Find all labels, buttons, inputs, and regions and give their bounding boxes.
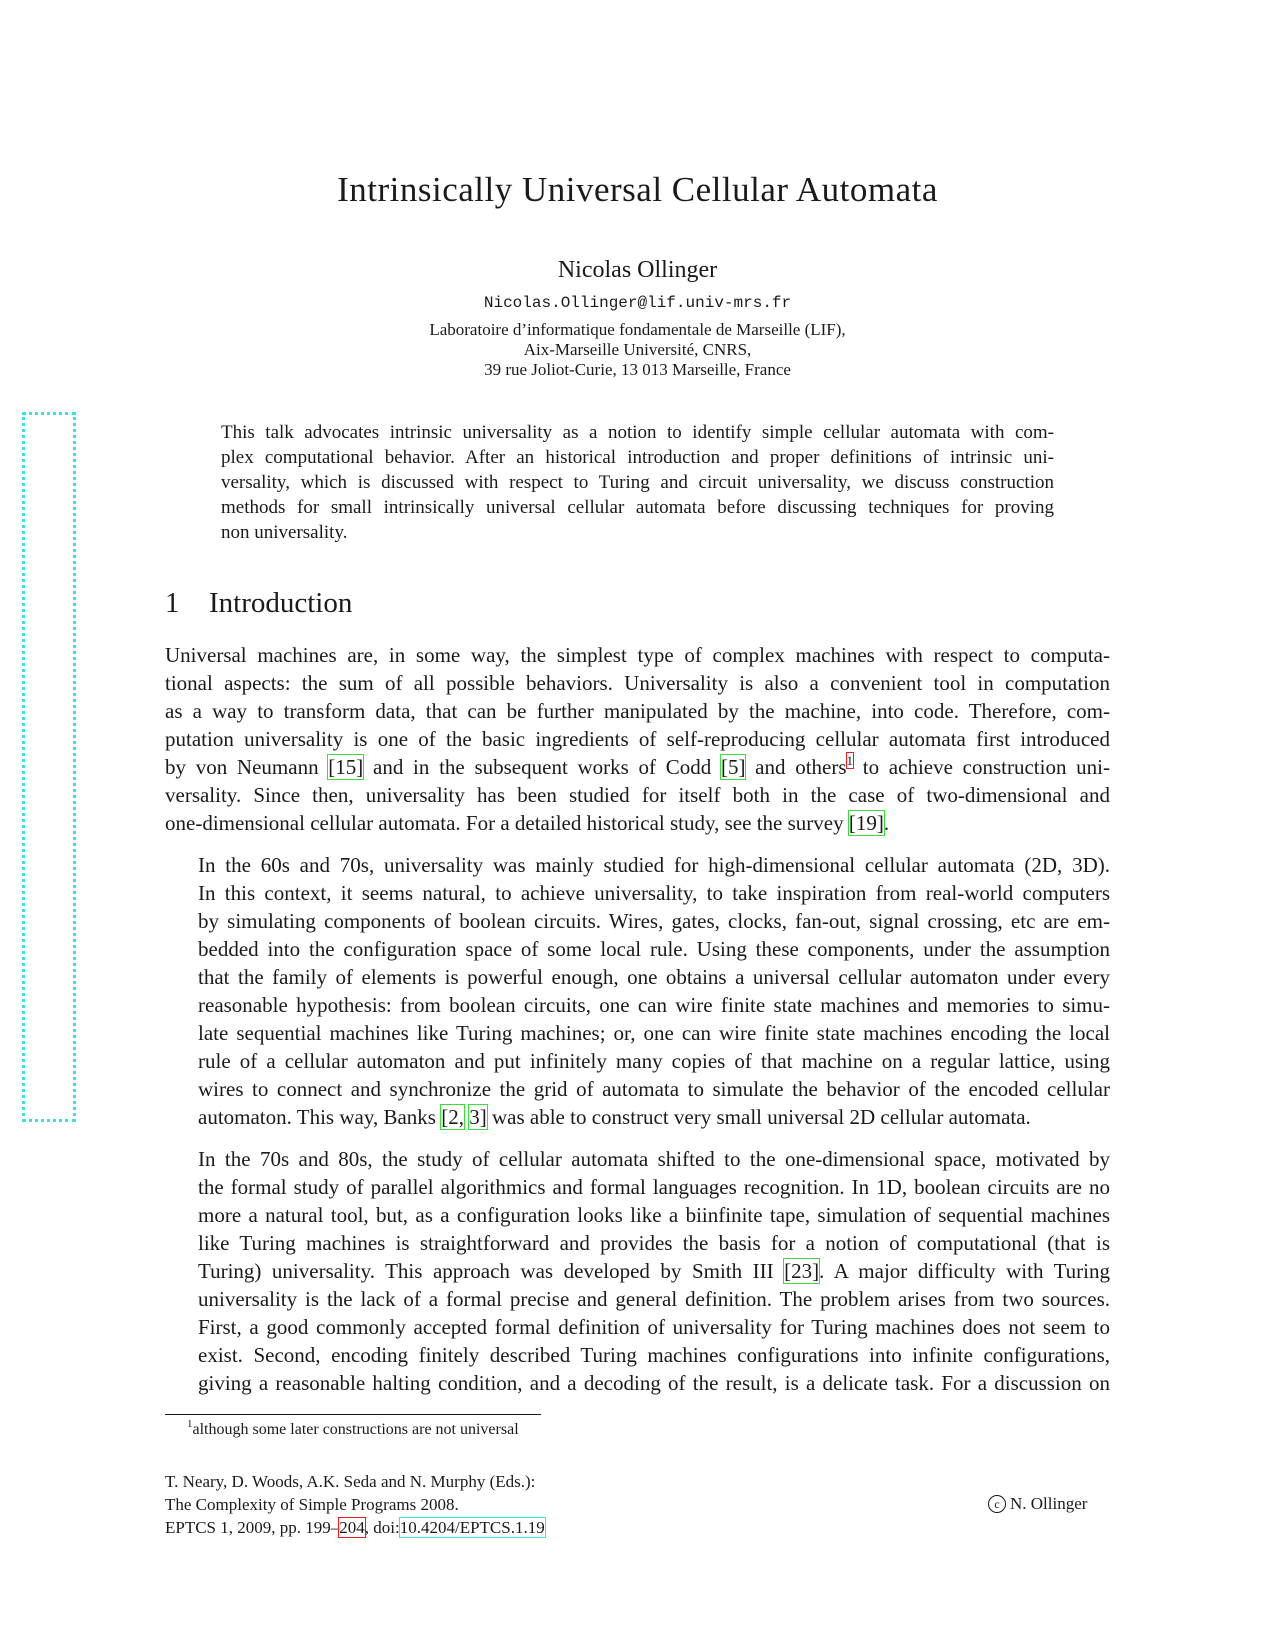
text-line: as a way to transform data, that can be further manipulated by the machine, into code. Therefore, com- — [165, 699, 1110, 723]
text-line: more a natural tool, but, as a configuration looks like a biinfinite tape, simulation of sequential machines — [198, 1203, 1110, 1227]
author-affiliation — [0, 320, 1275, 380]
text-line: rule of a cellular automaton and put infinitely many copies of that machine on a regular lattice, using — [198, 1049, 1110, 1073]
paragraph — [165, 641, 1110, 837]
paper-title: Intrinsically Universal Cellular Automata — [337, 170, 938, 209]
affiliation-line: 39 rue Joliot-Curie, 13 013 Marseille, France — [484, 360, 791, 379]
text-fragment: one-dimensional cellular automata. For a detailed historical study, see the survey — [165, 811, 849, 835]
copyright-notice — [988, 1494, 1087, 1514]
section-title: Introduction — [209, 587, 353, 619]
text-line: by simulating components of boolean circuits. Wires, gates, clocks, fan-out, signal crossing, etc are em- — [198, 909, 1110, 933]
footnote-mark: 1 — [187, 1418, 193, 1430]
text-fragment: and others — [745, 755, 847, 779]
copyright-holder: N. Ollinger — [1010, 1494, 1088, 1513]
text-line: In this context, it seems natural, to achieve universality, to take inspiration from real-world computers — [198, 881, 1110, 905]
abstract-line: versality, which is discussed with respect to Turing and circuit universality, we discuss construction — [221, 472, 1054, 493]
publication-line: The Complexity of Simple Programs 2008. — [165, 1495, 459, 1514]
footnote-divider — [165, 1414, 541, 1415]
last-page-link[interactable]: 204 — [339, 1518, 365, 1537]
text-fragment: was able to construct very small universal 2D cellular automata. — [486, 1105, 1031, 1129]
section-body — [165, 641, 1110, 1411]
text-line: putation universality is one of the basic ingredients of self-reproducing cellular automata first introduced — [165, 727, 1110, 751]
citation-link[interactable]: [2, — [441, 1105, 464, 1129]
text-fragment: automaton. This way, Banks — [198, 1105, 442, 1129]
author-name: Nicolas Ollinger — [557, 257, 718, 283]
text-line: the formal study of parallel algorithmics and formal languages recognition. In 1D, boolean circuits are no — [198, 1175, 1110, 1199]
abstract-line: plex computational behavior. After an historical introduction and proper definitions of intrinsic uni- — [221, 447, 1054, 468]
section-heading — [165, 587, 352, 620]
text-line — [165, 753, 1110, 781]
text-line: Universal machines are, in some way, the simplest type of complex machines with respect to computa- — [165, 643, 1110, 667]
text-line: In the 70s and 80s, the study of cellular automata shifted to the one-dimensional space, motivated by — [198, 1147, 1110, 1171]
text-line: reasonable hypothesis: from boolean circuits, one can wire finite state machines and memories to simu- — [198, 993, 1110, 1017]
text-fragment: Turing) universality. This approach was developed by Smith III — [198, 1259, 785, 1283]
section-number: 1 — [165, 587, 180, 619]
publication-line: T. Neary, D. Woods, A.K. Seda and N. Murphy (Eds.): — [165, 1472, 536, 1491]
abstract-line: non universality. — [221, 522, 348, 543]
text-fragment: , doi: — [364, 1518, 400, 1537]
text-line: versality. Since then, universality has been studied for itself both in the case of two-dimensional and — [165, 783, 1110, 807]
citation-link[interactable]: [5] — [720, 755, 746, 779]
text-line: exist. Second, encoding finitely described Turing machines configurations into infinite configurations, — [198, 1343, 1110, 1367]
citation-link[interactable]: [23] — [784, 1259, 820, 1283]
text-line: that the family of elements is powerful enough, one obtains a universal cellular automaton under every — [198, 965, 1110, 989]
text-line — [165, 1257, 1110, 1285]
text-fragment: EPTCS 1, 2009, pp. 199– — [165, 1518, 340, 1537]
citation-link[interactable]: [19] — [848, 811, 884, 835]
text-fragment: . A major difficulty with Turing — [819, 1259, 1110, 1283]
text-fragment: by von Neumann — [165, 755, 329, 779]
text-line: In the 60s and 70s, universality was mainly studied for high-dimensional cellular automata (2D, 3D). — [198, 853, 1110, 877]
abstract — [221, 420, 1054, 545]
text-line: giving a reasonable halting condition, and a decoding of the result, is a delicate task. For a discussion on — [198, 1371, 1110, 1395]
abstract-line: This talk advocates intrinsic universality as a notion to identify simple cellular automata with com- — [221, 422, 1054, 443]
paragraph — [165, 851, 1110, 1131]
text-line: wires to connect and synchronize the grid of automata to simulate the behavior of the encoded cellular — [198, 1077, 1110, 1101]
text-line — [165, 809, 1110, 837]
text-line: bedded into the configuration space of some local rule. Using these components, under the assumption — [198, 937, 1110, 961]
text-line: like Turing machines is straightforward and provides the basis for a notion of computational (that is — [198, 1231, 1110, 1255]
affiliation-line: Aix-Marseille Université, CNRS, — [523, 340, 752, 359]
footnote-link[interactable]: 1 — [846, 753, 854, 768]
footnote-text: although some later constructions are not universal — [192, 1421, 519, 1438]
abstract-line: methods for small intrinsically universal cellular automata before discussing techniques for proving — [221, 497, 1054, 518]
footnote — [187, 1418, 519, 1439]
publication-line — [165, 1516, 545, 1539]
paragraph — [165, 1145, 1110, 1397]
text-line — [165, 1103, 1110, 1131]
affiliation-line: Laboratoire d’informatique fondamentale de Marseille (LIF), — [429, 320, 846, 339]
text-line: First, a good commonly accepted formal definition of universality for Turing machines does not seem to — [198, 1315, 1110, 1339]
text-line: universality is the lack of a formal precise and general definition. The problem arises from two sources. — [198, 1287, 1110, 1311]
text-fragment: and in the subsequent works of Codd — [363, 755, 721, 779]
text-fragment: . — [883, 811, 890, 835]
citation-link[interactable]: [15] — [328, 755, 364, 779]
text-line: late sequential machines like Turing machines; or, one can wire finite state machines encoding the local — [198, 1021, 1110, 1045]
citation-link[interactable]: 3] — [469, 1105, 487, 1129]
text-fragment: to achieve construction uni- — [853, 755, 1110, 779]
publication-info — [165, 1470, 545, 1539]
copyright-icon: c — [988, 1495, 1006, 1513]
author-email[interactable]: Nicolas.Ollinger@lif.univ-mrs.fr — [483, 294, 792, 312]
arxiv-sidebar-stamp — [22, 412, 76, 1122]
doi-link[interactable]: 10.4204/EPTCS.1.19 — [399, 1518, 545, 1537]
text-line: tional aspects: the sum of all possible behaviors. Universality is also a convenient tool in computation — [165, 671, 1110, 695]
